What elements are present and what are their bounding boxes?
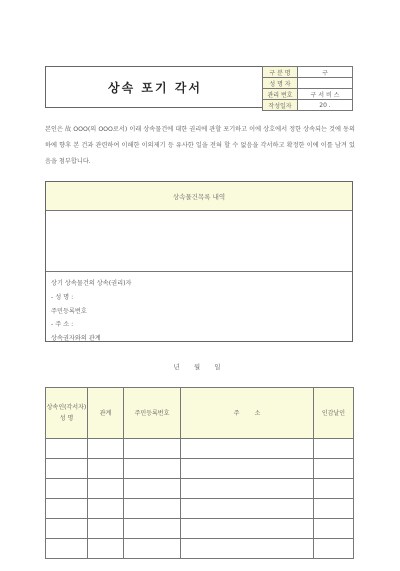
property-box-header: 상속물건목록 내역	[46, 182, 352, 211]
meta-label: 관리 번호	[263, 89, 298, 100]
table-row	[46, 519, 354, 539]
table-cell[interactable]	[314, 539, 354, 559]
intro-paragraph: 본인은 故 OOO(의 OOO로서) 이래 상속물건에 대한 권리에 관할 포기하고 이에 상호에서 정한 상속되는 것에 동의하에 향후 본 건과 관련하여 이해한 이의제기 등 유사한 일을 전혀 할 수 없음을 각서하고 확정한 이에 이를 남겨 있음을 첨부합니다.	[45, 126, 355, 165]
table-cell[interactable]	[314, 519, 354, 539]
table-header: 상속인(각서자) 성 명	[46, 388, 88, 439]
meta-row	[263, 78, 353, 89]
table-header: 주 소	[181, 388, 314, 439]
table-row	[46, 459, 354, 479]
table-row	[46, 479, 354, 499]
table-row	[46, 439, 354, 459]
table-cell[interactable]	[124, 479, 181, 499]
property-box	[45, 181, 353, 342]
table-cell[interactable]	[124, 519, 181, 539]
table-cell[interactable]	[181, 459, 314, 479]
meta-label: 성 명 자	[263, 78, 298, 89]
table-cell[interactable]	[88, 499, 124, 519]
property-box-divider	[46, 271, 352, 272]
meta-table	[262, 66, 353, 111]
table-body	[46, 439, 354, 559]
table-cell[interactable]	[88, 459, 124, 479]
heir-info-line: - 성 명 :	[51, 293, 74, 301]
meta-label: 구 분 명	[263, 67, 298, 78]
table-cell[interactable]	[46, 459, 88, 479]
table-row	[46, 539, 354, 559]
table-cell[interactable]	[314, 459, 354, 479]
table-cell[interactable]	[314, 499, 354, 519]
table-cell[interactable]	[46, 499, 88, 519]
table-cell[interactable]	[124, 539, 181, 559]
table-cell[interactable]	[181, 499, 314, 519]
table-row	[46, 499, 354, 519]
table-cell[interactable]	[46, 479, 88, 499]
table-cell[interactable]	[88, 539, 124, 559]
table-cell[interactable]	[88, 479, 124, 499]
table-cell[interactable]	[314, 439, 354, 459]
table-cell[interactable]	[124, 459, 181, 479]
meta-value: 20 .	[298, 100, 353, 111]
meta-row	[263, 67, 353, 78]
heir-info-line: 상속권자와의 관계	[51, 335, 101, 343]
table-header: 인감날인	[314, 388, 354, 439]
meta-row	[263, 89, 353, 100]
table-cell[interactable]	[124, 499, 181, 519]
table-cell[interactable]	[181, 539, 314, 559]
meta-value	[298, 78, 353, 89]
heir-info-line: 주민등록번호	[51, 307, 87, 315]
table-cell[interactable]	[46, 539, 88, 559]
table-header: 관계	[88, 388, 124, 439]
heir-info	[51, 277, 341, 346]
document-title: 상속 포기 각서	[108, 80, 202, 95]
table-cell[interactable]	[314, 479, 354, 499]
meta-row	[263, 100, 353, 111]
table-cell[interactable]	[88, 519, 124, 539]
table-cell[interactable]	[46, 439, 88, 459]
table-header: 주민등록번호	[124, 388, 181, 439]
meta-label: 작성일자	[263, 100, 298, 111]
table-cell[interactable]	[88, 439, 124, 459]
table-cell[interactable]	[181, 439, 314, 459]
table-cell[interactable]	[181, 519, 314, 539]
meta-value: 구	[298, 67, 353, 78]
meta-value: 구 서 비 스	[298, 89, 353, 100]
heir-info-line: 상기 상속물건의 상속(권리)자	[51, 280, 132, 287]
table-header-row	[46, 388, 354, 439]
date-line: 년 월 일	[173, 363, 227, 371]
signatory-table	[45, 387, 354, 559]
heir-info-line: - 주 소 :	[51, 321, 74, 329]
table-cell[interactable]	[124, 439, 181, 459]
table-cell[interactable]	[181, 479, 314, 499]
table-cell[interactable]	[46, 519, 88, 539]
